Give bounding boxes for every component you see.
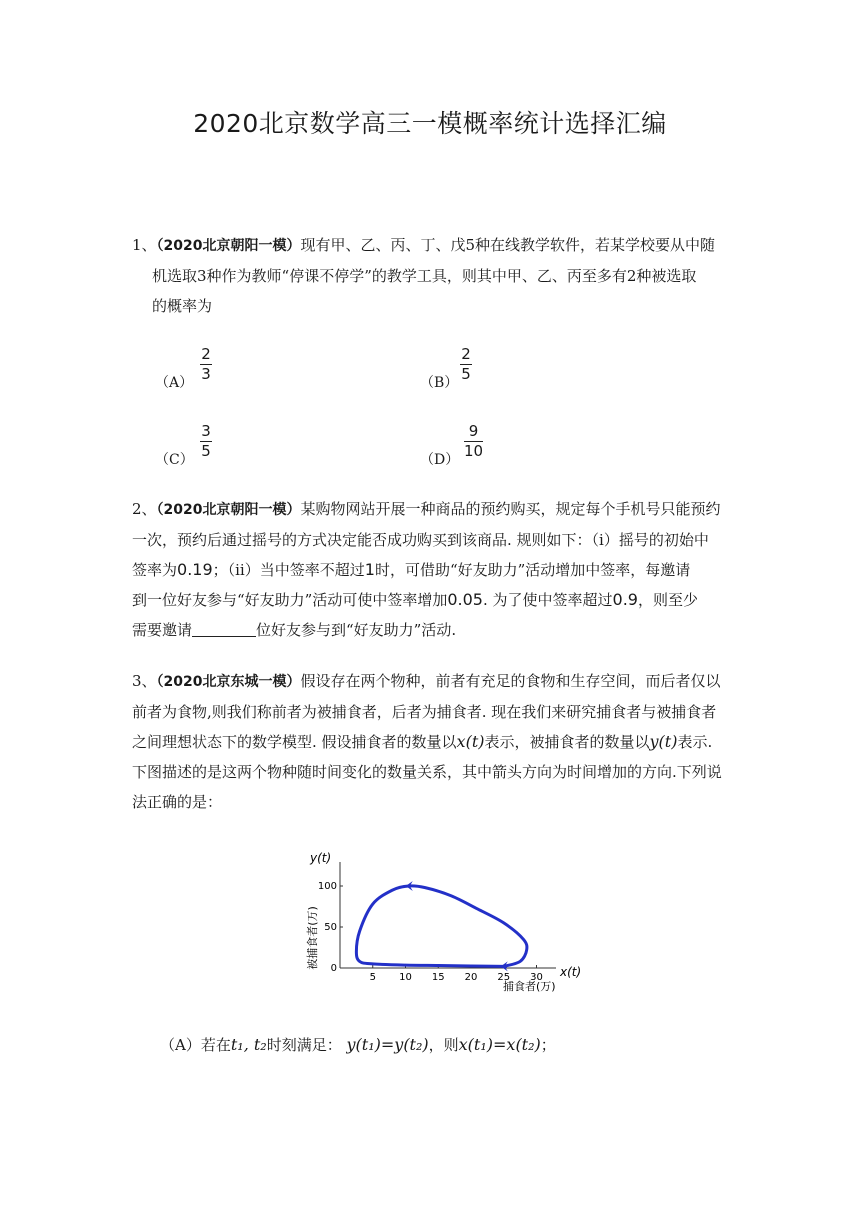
q2-text-2: 一次，预约后通过摇号的方式决定能否成功购买到该商品. 规则如下：（ⅰ）摇号的初始中 [132, 531, 709, 549]
q1-text-1: 现有甲、乙、丙、丁、戊5种在线教学软件，若某学校要从中随 [300, 236, 716, 254]
q3-text-3a: 之间理想状态下的数学模型. 假设捕食者的数量以 [132, 733, 457, 751]
q3-text-2: 前者为食物,则我们称前者为被捕食者，后者为捕食者. 现在我们来研究捕食者与被捕食者 [132, 703, 717, 721]
q3-text-3c: 表示. [677, 733, 713, 751]
q1-option-c-label: （C） [155, 452, 194, 468]
q3-option-a-eq1: y(t₁)=y(t₂) [346, 1035, 429, 1054]
q2-text-3b: ；（ⅱ）当中签率不超过 [212, 561, 365, 579]
orbit-curve [356, 886, 527, 967]
x-axis-label-bottom: 捕食者(万) [503, 980, 556, 993]
q3-option-a-eq2: x(t₁)=x(t₂) [458, 1035, 541, 1054]
q3-option-a-times: t₁, t₂ [230, 1035, 267, 1054]
q2-number: 2、 [132, 500, 157, 518]
question-2 [132, 494, 732, 645]
q1-option-a-label: （A） [155, 375, 194, 391]
q2-text-1: 某购物网站开展一种商品的预约购买，规定每个手机号只能预约 [300, 500, 721, 518]
x-tick-label: 10 [399, 972, 412, 983]
q3-text-3b: 表示，被捕食者的数量以 [484, 733, 650, 751]
q1-option-c-fraction: 3 5 [201, 422, 211, 460]
q1-text-2: 机选取3种作为教师“停课不停学”的教学工具，则其中甲、乙、丙至多有2种被选取 [152, 267, 697, 285]
y-tick-label: 0 [330, 963, 337, 974]
q1-source: （2020北京朝阳一模） [156, 238, 301, 254]
x-tick-label: 30 [530, 972, 543, 983]
q2-text-4b: . 为了使中签率超过 [482, 591, 613, 609]
q3-option-a [160, 1030, 760, 1060]
y-tick-label: 100 [317, 881, 337, 892]
x-tick-label: 20 [464, 972, 478, 983]
q1-option-b-fraction: 2 5 [461, 345, 471, 383]
q3-text-1: 假设存在两个物种，前者有充足的食物和生存空间，而后者仅以 [300, 672, 721, 690]
q3-x-of-t: x(t) [456, 732, 485, 751]
q3-source: （2020北京东城一模） [156, 674, 301, 690]
q1-number: 1、 [132, 236, 157, 254]
x-axis-label-end: x(t) [560, 965, 582, 979]
q3-option-a-label: （A）若在 [160, 1036, 231, 1054]
x-tick-label: 25 [497, 972, 511, 983]
q1-option-d-fraction: 9 10 [464, 422, 484, 460]
y-axis-label-top: y(t) [310, 851, 332, 865]
q2-value-2: 1 [364, 560, 375, 579]
q1-option-b-label: （B） [420, 375, 459, 391]
page-title: 2020北京数学高三一模概率统计选择汇编 [193, 109, 667, 138]
q2-text-5b: 位好友参与到“好友助力”活动. [256, 621, 457, 639]
x-tick-label: 15 [431, 972, 445, 983]
q3-option-a-mid: 时刻满足： [266, 1036, 342, 1054]
question-3 [132, 666, 732, 817]
q3-option-a-end: ； [540, 1036, 556, 1054]
q2-answer-blank [192, 618, 256, 637]
q2-text-3a: 签率为 [132, 561, 178, 579]
q3-option-a-sep: ，则 [428, 1036, 459, 1054]
q2-value-4: 0.9 [612, 590, 638, 609]
q3-text-5: 法正确的是： [132, 793, 223, 811]
q2-text-3c: 时，可借助“好友助力”活动增加中签率，每邀请 [374, 561, 691, 579]
q1-option-a-fraction: 2 3 [201, 345, 211, 383]
q3-number: 3、 [132, 672, 157, 690]
predator-prey-chart [298, 840, 598, 1000]
q1-text-3: 的概率为 [152, 297, 213, 315]
y-tick-label: 50 [324, 922, 337, 933]
q2-text-5a: 需要邀请 [132, 621, 193, 639]
q1-option-d-label: （D） [420, 452, 460, 468]
q3-y-of-t: y(t) [649, 732, 678, 751]
q2-text-4a: 到一位好友参与“好友助力”活动可使中签率增加 [132, 591, 448, 609]
q2-value-3: 0.05 [447, 590, 483, 609]
y-axis-label-side: 被捕食者(万) [306, 906, 319, 970]
q2-value-1: 0.19 [177, 560, 213, 579]
x-tick-label: 5 [369, 972, 376, 983]
q2-source: （2020北京朝阳一模） [156, 502, 301, 518]
question-1 [132, 230, 732, 321]
q2-text-4c: ，则至少 [637, 591, 698, 609]
q3-text-4: 下图描述的是这两个物种随时间变化的数量关系，其中箭头方向为时间增加的方向.下列说 [132, 763, 722, 781]
